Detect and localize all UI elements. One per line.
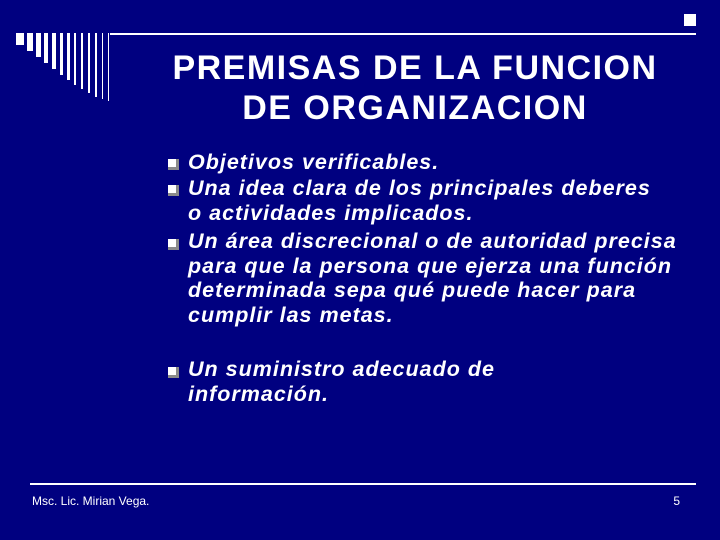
title-line-2: DE ORGANIZACION	[242, 89, 588, 127]
square-bullet-icon	[168, 239, 179, 250]
square-bullet-icon	[168, 367, 179, 378]
footer-author: Msc. Lic. Mirian Vega.	[32, 494, 150, 508]
list-item: Objetivos verificables.	[188, 150, 440, 174]
title-line-1: PREMISAS DE LA FUNCION	[172, 49, 658, 87]
list-item: Un área discrecional o de autoridad precisa para que la persona que ejerza una función determinada sepa qué puede hacer para cumplir las metas.	[188, 229, 677, 327]
square-bullet-icon	[168, 159, 179, 170]
list-item: Un suministro adecuado de información.	[188, 357, 495, 406]
square-bullet-icon	[168, 185, 179, 196]
bottom-divider	[30, 483, 696, 485]
page-number: 5	[673, 494, 680, 508]
list-item: Una idea clara de los principales deberes o actividades implicados.	[188, 176, 651, 225]
